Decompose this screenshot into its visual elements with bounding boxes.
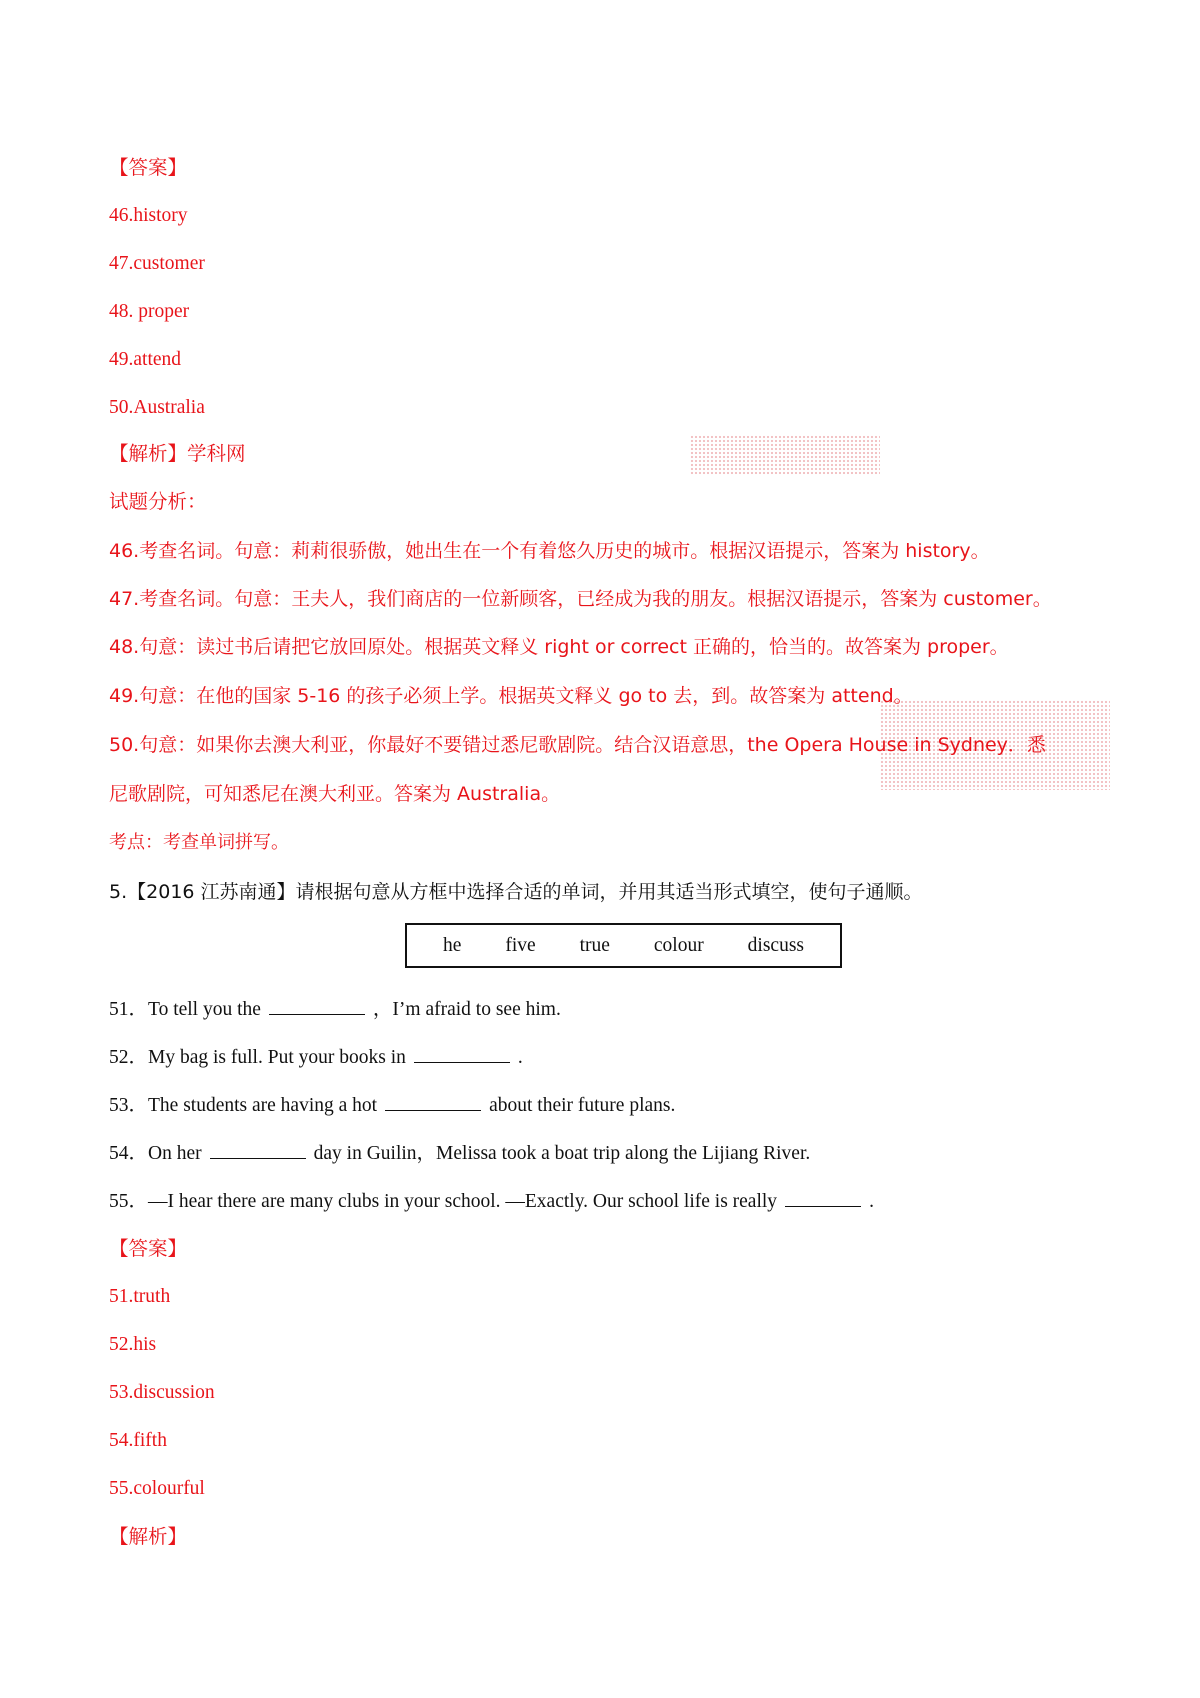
word-option: he — [442, 934, 462, 956]
answer-blank[interactable] — [385, 1092, 481, 1111]
answer-item: 46.history — [109, 205, 188, 226]
analysis-line: 48.句意：读过书后请把它放回原处。根据英文释义 right or correct 正确的，恰当的。故答案为 proper。 — [109, 636, 1009, 658]
item-text-after: . — [517, 1047, 523, 1068]
word-box — [405, 923, 842, 968]
item-number: 53． — [109, 1095, 149, 1116]
answer-item: 54.fifth — [109, 1430, 167, 1451]
analysis-header: 【解析】学科网 — [109, 442, 246, 465]
item-text-before: On her — [148, 1143, 202, 1164]
question-heading — [109, 879, 923, 905]
item-text-before: The students are having a hot — [148, 1095, 378, 1116]
item-number: 54． — [109, 1143, 149, 1164]
item-text-after: . — [869, 1191, 874, 1212]
analysis-line: 46.考查名词。句意：莉莉很骄傲，她出生在一个有着悠久历史的城市。根据汉语提示，答案为 history。 — [109, 540, 990, 562]
question-item — [109, 1044, 523, 1071]
item-number: 51． — [109, 999, 149, 1020]
word-option: colour — [653, 934, 704, 956]
answer-item: 47.customer — [109, 253, 205, 274]
question-instruction: 请根据句意从方框中选择合适的单词，并用其适当形式填空，使句子通顺。 — [295, 881, 923, 903]
item-text-after: day in Guilin，Melissa took a boat trip along the Lijiang River. — [313, 1143, 811, 1164]
analysis-line: 尼歌剧院，可知悉尼在澳大利亚。答案为 Australia。 — [109, 783, 561, 805]
word-option: five — [505, 934, 536, 956]
answer-item: 49.attend — [109, 349, 182, 370]
analysis-subheader: 试题分析： — [109, 490, 207, 513]
answer-blank[interactable] — [785, 1188, 861, 1207]
item-number: 55． — [109, 1191, 149, 1212]
item-text-after: ，I’m afraid to see him. — [372, 999, 561, 1020]
answer-item: 53.discussion — [109, 1382, 215, 1403]
question-number: 5. — [109, 881, 128, 903]
answer-item: 52.his — [109, 1334, 157, 1355]
item-text-before: —I hear there are many clubs in your school. —Exactly. Our school life is really — [148, 1191, 778, 1212]
question-item — [109, 1140, 810, 1167]
answer-blank[interactable] — [414, 1044, 510, 1063]
answer-blank[interactable] — [269, 996, 365, 1015]
question-item — [109, 996, 561, 1023]
answer-blank[interactable] — [210, 1140, 306, 1159]
answer-header: 【答案】 — [109, 156, 188, 179]
analysis-line: 50.句意：如果你去澳大利亚，你最好不要错过悉尼歌剧院。结合汉语意思，the Opera House in Sydney．悉 — [109, 734, 1046, 756]
answer-header: 【答案】 — [109, 1237, 188, 1260]
analysis-header: 【解析】 — [109, 1525, 188, 1548]
item-text-before: To tell you the — [148, 999, 261, 1020]
test-point: 考点：考查单词拼写。 — [109, 832, 289, 853]
word-option: discuss — [747, 934, 805, 956]
watermark — [690, 435, 880, 475]
answer-item: 50.Australia — [109, 397, 205, 418]
question-item — [109, 1188, 874, 1215]
answer-item: 55.colourful — [109, 1478, 205, 1499]
word-option: true — [579, 934, 610, 956]
answer-item: 48. proper — [109, 301, 190, 322]
item-text-after: about their future plans. — [489, 1095, 676, 1116]
item-text-before: My bag is full. Put your books in — [148, 1047, 406, 1068]
question-source: 【2016 江苏南通】 — [127, 881, 296, 903]
analysis-line: 49.句意：在他的国家 5-16 的孩子必须上学。根据英文释义 go to 去，到。故答案为 attend。 — [109, 685, 913, 707]
item-number: 52． — [109, 1047, 149, 1068]
question-item — [109, 1092, 675, 1119]
answer-item: 51.truth — [109, 1286, 171, 1307]
analysis-line: 47.考查名词。句意：王夫人，我们商店的一位新顾客，已经成为我的朋友。根据汉语提示，答案为 customer。 — [109, 588, 1052, 610]
